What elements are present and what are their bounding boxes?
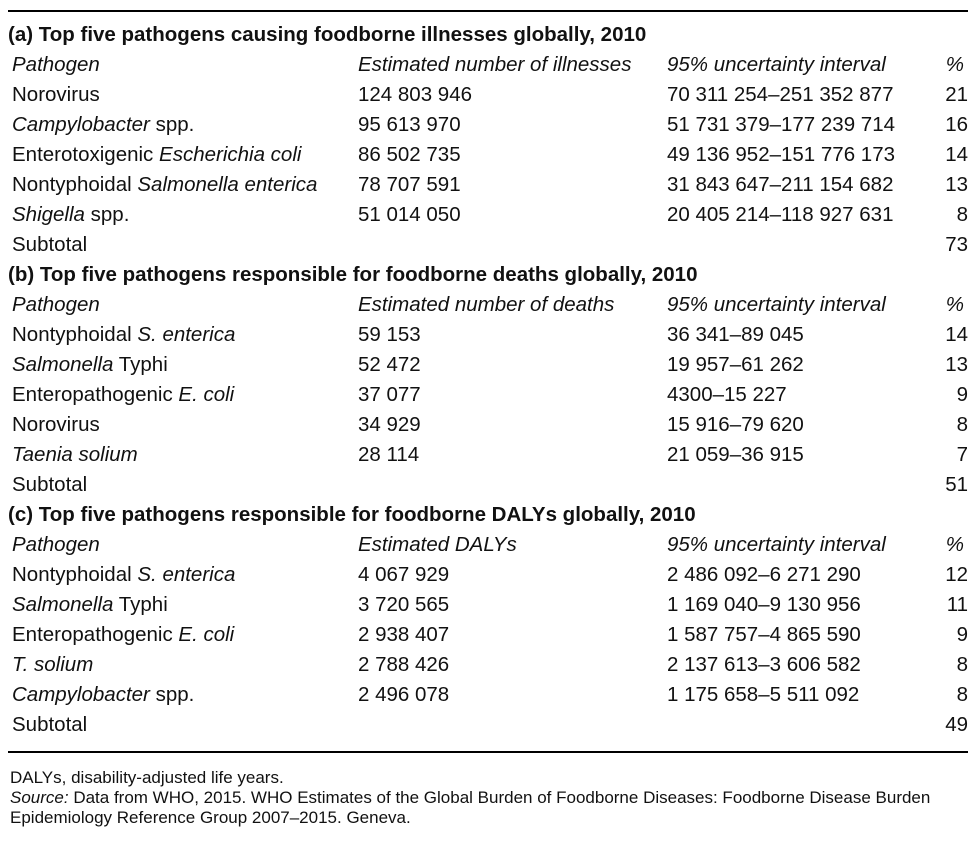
- table-row: [8, 80, 970, 110]
- uncertainty-interval-cell: 2 137 613–3 606 582: [667, 653, 861, 676]
- pathogen-name-part: Campylobacter: [12, 683, 150, 706]
- pathogen-name-part: Campylobacter: [12, 113, 150, 136]
- section-title: (a) Top five pathogens causing foodborne illnesses globally, 2010: [8, 23, 647, 46]
- column-header: Estimated number of illnesses: [358, 53, 632, 76]
- pathogen-cell: [12, 650, 93, 680]
- table-row: [8, 170, 970, 200]
- pathogen-name-part: Salmonella: [12, 593, 114, 616]
- percent-cell: 12: [945, 563, 968, 586]
- table-footnotes: [10, 768, 970, 828]
- percent-cell: 14: [945, 143, 968, 166]
- column-header: Estimated number of deaths: [358, 293, 615, 316]
- percent-cell: 8: [956, 203, 968, 226]
- table-row: [8, 350, 970, 380]
- pathogen-name-part: spp.: [149, 113, 195, 136]
- pathogen-name-part: Nontyphoidal: [12, 323, 138, 346]
- table-row: [8, 320, 970, 350]
- pathogen-name-part: Norovirus: [12, 413, 100, 436]
- subtotal-label: Subtotal: [12, 473, 88, 496]
- pathogen-name-part: Enterotoxigenic: [12, 143, 160, 166]
- pathogen-name-part: Enteropathogenic: [12, 383, 179, 406]
- table-row: [8, 560, 970, 590]
- pathogen-name-part: Salmonella: [12, 353, 114, 376]
- uncertainty-interval-cell: 15 916–79 620: [667, 413, 804, 436]
- estimate-cell: 59 153: [358, 323, 421, 346]
- pathogen-cell: [12, 200, 129, 230]
- table-row: [8, 410, 970, 440]
- column-header: Pathogen: [12, 293, 100, 316]
- uncertainty-interval-cell: 4300–15 227: [667, 383, 787, 406]
- estimate-cell: 95 613 970: [358, 113, 461, 136]
- column-header: %: [945, 533, 964, 556]
- bottom-rule: [8, 751, 968, 753]
- pathogen-cell: [12, 560, 235, 590]
- pathogen-name-part: Typhi: [113, 593, 168, 616]
- subtotal-percent: 51: [945, 473, 968, 496]
- estimate-cell: 51 014 050: [358, 203, 461, 226]
- source-note: [10, 788, 970, 828]
- pathogen-name-part: Salmonella enterica: [137, 173, 318, 196]
- table-row: [8, 380, 970, 410]
- column-header-row: [8, 290, 970, 320]
- uncertainty-interval-cell: 21 059–36 915: [667, 443, 804, 466]
- subtotal-row: [8, 710, 970, 740]
- estimate-cell: 2 496 078: [358, 683, 450, 706]
- table-row: [8, 440, 970, 470]
- percent-cell: 13: [945, 353, 968, 376]
- uncertainty-interval-cell: 49 136 952–151 776 173: [667, 143, 896, 166]
- pathogen-name-part: spp.: [149, 683, 195, 706]
- pathogen-name-part: Norovirus: [12, 83, 100, 106]
- pathogen-name-part: Enteropathogenic: [12, 623, 179, 646]
- pathogen-name-part: T. solium: [12, 653, 94, 676]
- estimate-cell: 37 077: [358, 383, 421, 406]
- table-row: [8, 680, 970, 710]
- uncertainty-interval-cell: 1 587 757–4 865 590: [667, 623, 861, 646]
- percent-cell: 9: [956, 383, 968, 406]
- pathogen-cell: [12, 410, 100, 440]
- estimate-cell: 2 788 426: [358, 653, 450, 676]
- pathogen-cell: [12, 80, 100, 110]
- pathogen-cell: [12, 350, 168, 380]
- uncertainty-interval-cell: 20 405 214–118 927 631: [667, 203, 894, 226]
- column-header: %: [945, 293, 964, 316]
- source-text: Data from WHO, 2015. WHO Estimates of the Global Burden of Foodborne Diseases: Foodborne Disease Burden Epidemiology Reference Group 2007–2015. Geneva.: [10, 788, 931, 827]
- estimate-cell: 3 720 565: [358, 593, 450, 616]
- column-header: %: [945, 53, 964, 76]
- percent-cell: 9: [956, 623, 968, 646]
- top-rule: [8, 10, 968, 12]
- column-header-row: [8, 50, 970, 80]
- column-header: 95% uncertainty interval: [667, 293, 886, 316]
- pathogen-name-part: Taenia solium: [12, 443, 138, 466]
- subtotal-percent: 73: [945, 233, 968, 256]
- table-row: [8, 590, 970, 620]
- uncertainty-interval-cell: 2 486 092–6 271 290: [667, 563, 861, 586]
- estimate-cell: 4 067 929: [358, 563, 450, 586]
- pathogen-name-part: S. enterica: [137, 323, 236, 346]
- pathogen-name-part: E. coli: [178, 623, 235, 646]
- percent-cell: 16: [945, 113, 968, 136]
- pathogen-cell: [12, 440, 138, 470]
- percent-cell: 21: [945, 83, 968, 106]
- estimate-cell: 86 502 735: [358, 143, 461, 166]
- table-row: [8, 110, 970, 140]
- column-header-row: [8, 530, 970, 560]
- subtotal-percent: 49: [945, 713, 968, 736]
- table-row: [8, 140, 970, 170]
- pathogen-cell: [12, 620, 234, 650]
- pathogen-name-part: spp.: [84, 203, 130, 226]
- uncertainty-interval-cell: 51 731 379–177 239 714: [667, 113, 896, 136]
- subtotal-label: Subtotal: [12, 233, 88, 256]
- uncertainty-interval-cell: 1 175 658–5 511 092: [667, 683, 860, 706]
- table-row: [8, 650, 970, 680]
- pathogen-cell: [12, 110, 194, 140]
- pathogen-name-part: Typhi: [113, 353, 168, 376]
- percent-cell: 8: [956, 653, 968, 676]
- pathogen-name-part: E. coli: [178, 383, 235, 406]
- uncertainty-interval-cell: 31 843 647–211 154 682: [667, 173, 894, 196]
- subtotal-label: Subtotal: [12, 713, 88, 736]
- subtotal-row: [8, 230, 970, 260]
- pathogen-name-part: Shigella: [12, 203, 85, 226]
- pathogen-cell: [12, 590, 168, 620]
- column-header: Pathogen: [12, 53, 100, 76]
- pathogen-cell: [12, 380, 234, 410]
- pathogen-name-part: Escherichia coli: [159, 143, 302, 166]
- uncertainty-interval-cell: 70 311 254–251 352 877: [667, 83, 894, 106]
- table-row: [8, 620, 970, 650]
- pathogen-name-part: S. enterica: [137, 563, 236, 586]
- percent-cell: 13: [945, 173, 968, 196]
- pathogen-name-part: Nontyphoidal: [12, 173, 138, 196]
- estimate-cell: 52 472: [358, 353, 421, 376]
- column-header: Pathogen: [12, 533, 100, 556]
- percent-cell: 7: [956, 443, 968, 466]
- percent-cell: 11: [946, 593, 968, 616]
- estimate-cell: 78 707 591: [358, 173, 461, 196]
- percent-cell: 14: [945, 323, 968, 346]
- source-label: Source:: [10, 788, 69, 807]
- uncertainty-interval-cell: 19 957–61 262: [667, 353, 804, 376]
- uncertainty-interval-cell: 36 341–89 045: [667, 323, 804, 346]
- pathogen-name-part: Nontyphoidal: [12, 563, 138, 586]
- column-header: 95% uncertainty interval: [667, 533, 886, 556]
- pathogen-cell: [12, 170, 317, 200]
- pathogen-cell: [12, 320, 235, 350]
- abbreviation-note: DALYs, disability-adjusted life years.: [10, 768, 284, 787]
- subtotal-row: [8, 470, 970, 500]
- percent-cell: 8: [956, 413, 968, 436]
- estimate-cell: 28 114: [358, 443, 420, 466]
- pathogen-table: [8, 20, 970, 740]
- estimate-cell: 34 929: [358, 413, 421, 436]
- section-title: (b) Top five pathogens responsible for foodborne deaths globally, 2010: [8, 263, 698, 286]
- table-row: [8, 200, 970, 230]
- percent-cell: 8: [956, 683, 968, 706]
- pathogen-cell: [12, 680, 194, 710]
- section-title: (c) Top five pathogens responsible for foodborne DALYs globally, 2010: [8, 503, 696, 526]
- estimate-cell: 124 803 946: [358, 83, 473, 106]
- column-header: Estimated DALYs: [358, 533, 517, 556]
- estimate-cell: 2 938 407: [358, 623, 450, 646]
- uncertainty-interval-cell: 1 169 040–9 130 956: [667, 593, 861, 616]
- pathogen-cell: [12, 140, 301, 170]
- column-header: 95% uncertainty interval: [667, 53, 886, 76]
